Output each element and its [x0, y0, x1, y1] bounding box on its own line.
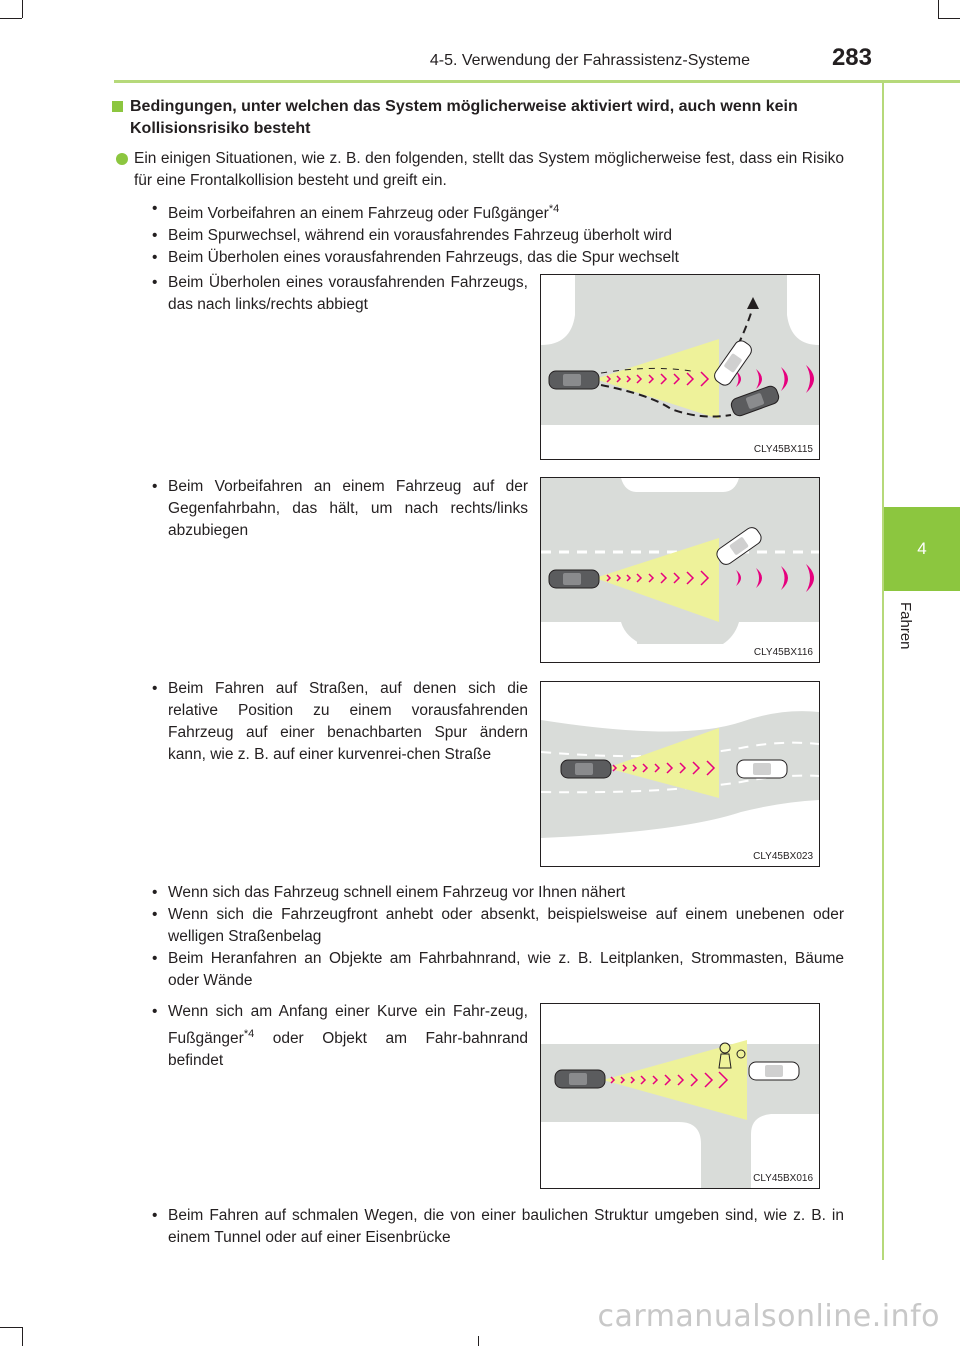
header-rule: [114, 80, 960, 83]
page-number: 283: [831, 44, 872, 71]
figure-caption-1: • Beim Überholen eines vorausfahrenden Fahrzeugs, das nach links/rechts abbiegt: [152, 272, 528, 316]
bullet-list-bottom: [112, 1205, 844, 1249]
side-rule: [882, 80, 884, 1260]
figure-illustration: [541, 478, 819, 662]
figure-illustration: [541, 682, 819, 866]
crop-mark: [22, 0, 23, 18]
figure-code: CLY45BX023: [753, 851, 813, 862]
footnote-mark: *4: [548, 203, 560, 215]
list-item: • Beim Fahren auf schmalen Wegen, die von einer baulichen Struktur umgeben sind, wie z. B. in einem Tunnel oder auf einer Eisenbrücke: [112, 1205, 844, 1249]
crop-mark: [938, 0, 939, 18]
main-content: [112, 96, 844, 269]
figure-caption-4: • Wenn sich am Anfang einer Kurve ein Fahr-zeug, Fußgänger$^{*4}$ oder Objekt am Fahr-bahnrand befindet: [152, 1001, 528, 1072]
figure-code: CLY45BX016: [753, 1173, 813, 1184]
list-item: • Beim Vorbeifahren an einem Fahrzeug oder Fußgänger$^{*4}$: [112, 198, 844, 225]
list-item: • Beim Überholen eines vorausfahrenden Fahrzeugs, das die Spur wechselt: [112, 247, 844, 269]
crop-mark: [22, 1327, 23, 1346]
list-item: • Wenn sich das Fahrzeug schnell einem Fahrzeug vor Ihnen nähert: [112, 882, 844, 904]
chapter-label: Fahren: [897, 602, 914, 650]
bullet-list-middle: [112, 882, 844, 992]
figure-illustration: [541, 1004, 819, 1188]
watermark: carmanualsonline.info: [597, 1299, 940, 1334]
figure-curve-start: [540, 1003, 820, 1189]
footnote-mark: *4: [243, 1028, 255, 1040]
figure-oncoming-turn: [540, 477, 820, 663]
intro-paragraph: Ein einigen Situationen, wie z. B. den folgenden, stellt das System möglicherweise fest, dass ein Risiko für eine Frontalkollision besteht und greift ein.: [134, 148, 844, 192]
crop-mark: [938, 18, 960, 19]
figure-caption-2: • Beim Vorbeifahren an einem Fahrzeug auf der Gegenfahrbahn, das hält, um nach rechts/links abzubiegen: [152, 476, 528, 542]
section-heading: Bedingungen, unter welchen das System möglicherweise aktiviert wird, auch wenn kein Kollisionsrisiko besteht: [112, 96, 844, 140]
chapter-tab: 4: [884, 507, 960, 591]
list-item: • Beim Heranfahren an Objekte am Fahrbahnrand, wie z. B. Leitplanken, Strommasten, Bäume oder Wände: [112, 948, 844, 992]
section-title: 4-5. Verwendung der Fahrassistenz-Systeme: [429, 52, 750, 69]
list-item: • Wenn sich die Fahrzeugfront anhebt oder absenkt, beispielsweise auf einem unebenen oder welligen Straßenbelag: [112, 904, 844, 948]
figure-caption-3: • Beim Fahren auf Straßen, auf denen sich die relative Position zu einem vorausfahrenden Fahrzeug auf einer benachbarten Spur ändern kann, wie z. B. auf einer kurvenrei-chen Straße: [152, 678, 528, 766]
figure-code: CLY45BX115: [753, 444, 813, 455]
crop-mark: [0, 1327, 22, 1328]
crop-mark: [0, 18, 22, 19]
figure-overtake-turn: [540, 274, 820, 460]
crop-mark: [478, 1336, 479, 1346]
bullet-list-top: [112, 198, 844, 269]
figure-curvy-road: [540, 681, 820, 867]
figure-illustration: [541, 275, 819, 459]
figure-code: CLY45BX116: [753, 647, 813, 658]
list-item: • Beim Spurwechsel, während ein vorausfahrendes Fahrzeug überholt wird: [112, 225, 844, 247]
